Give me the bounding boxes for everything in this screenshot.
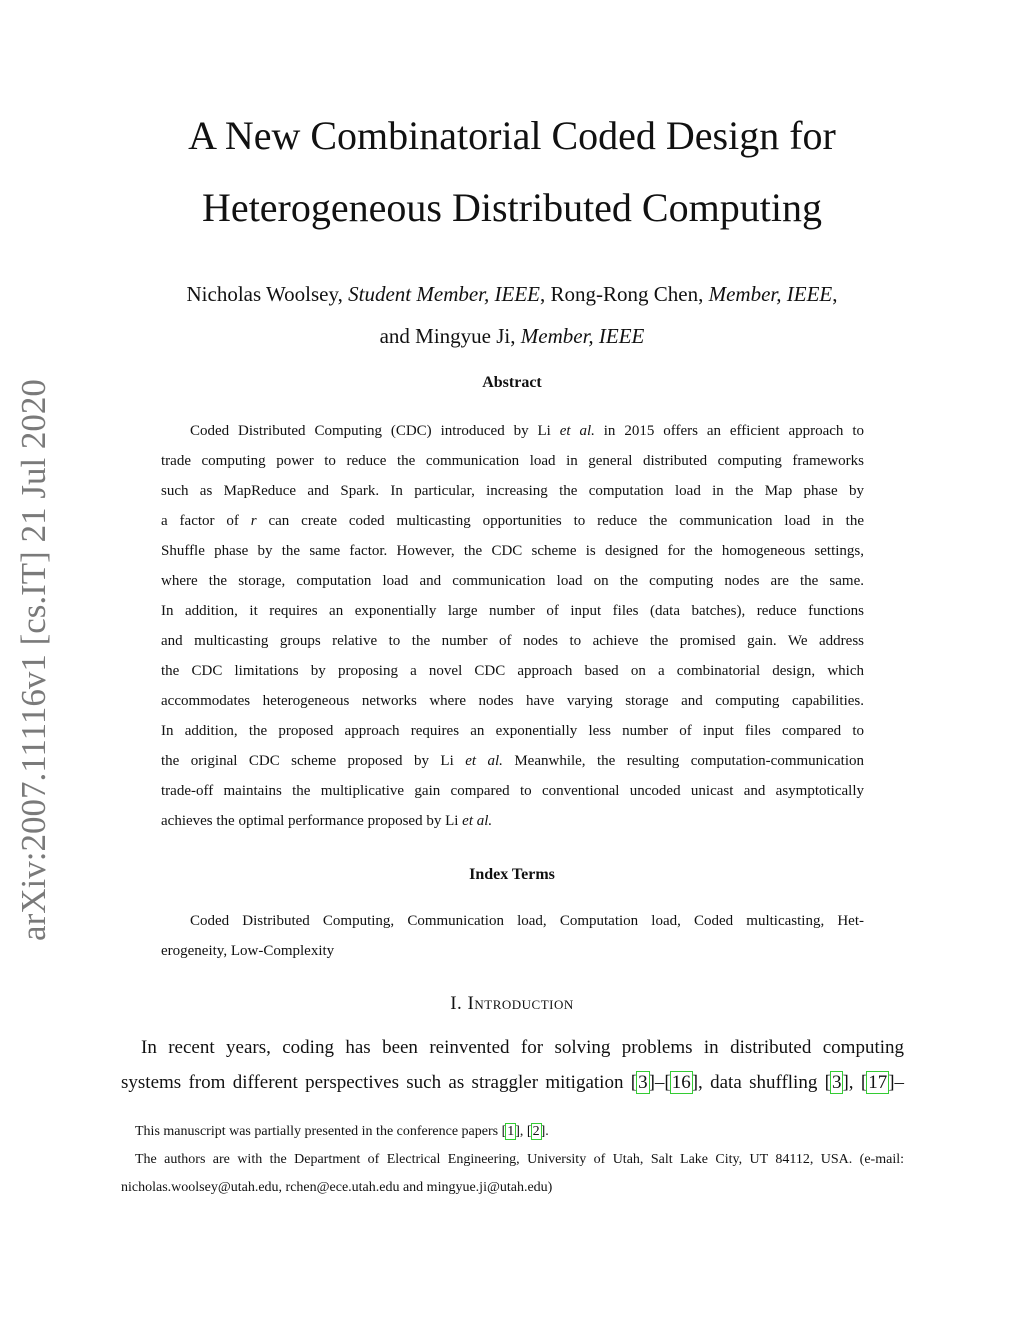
abstract-line: the CDC limitations by proposing a novel CDC approach based on a combinatorial design, which <box>161 663 864 679</box>
authors-line-2 <box>0 315 1024 357</box>
intro-line: In recent years, coding has been reinvented for solving problems in distributed computing <box>141 1037 904 1058</box>
footnote-line: The authors are with the Department of Electrical Engineering, University of Utah, Salt Lake City, UT 84112, USA. (e-mail: <box>135 1152 904 1167</box>
authors-line-1: Nicholas Woolsey, Student Member, IEEE, Rong-Rong Chen, Member, IEEE, <box>186 282 838 306</box>
author-name-2: , Rong-Rong Chen, <box>540 282 704 306</box>
index-terms-heading: Index Terms <box>469 866 555 883</box>
citation-link[interactable]: 16 <box>671 1072 691 1093</box>
math-variable-r: r <box>250 513 257 529</box>
abstract-line: a factor of r can create coded multicasting opportunities to reduce the communication load in the <box>161 513 864 529</box>
title-line-2: Heterogeneous Distributed Computing <box>202 185 822 230</box>
arxiv-identifier: arXiv:2007.11116v1 [cs.IT] 21 Jul 2020 <box>14 379 53 941</box>
author-name-3: and Mingyue Ji, <box>379 324 516 348</box>
section-number: I. <box>450 993 463 1014</box>
section-heading <box>0 993 1024 1015</box>
abstract-line: the original CDC scheme proposed by Li et al. Meanwhile, the resulting computation-communication <box>161 753 864 769</box>
author-name-1: Nicholas Woolsey, <box>186 282 343 306</box>
paper-title <box>0 100 1024 244</box>
author-role-3: Member, IEEE <box>520 324 645 348</box>
abstract-line: Coded Distributed Computing (CDC) introduced by Li et al. in 2015 offers an efficient approach to <box>190 423 864 439</box>
abstract-line: trade-off maintains the multiplicative gain compared to conventional uncoded unicast and asymptotically <box>161 783 864 799</box>
index-terms-line: Coded Distributed Computing, Communication load, Computation load, Coded multicasting, Het- <box>190 913 864 929</box>
intro-line: systems from different perspectives such as straggler mitigation [3]–[16], data shuffling [3], [17]– <box>121 1072 905 1093</box>
abstract-heading: Abstract <box>482 374 542 391</box>
author-list <box>0 273 1024 357</box>
citation-link[interactable]: 1 <box>507 1124 515 1139</box>
abstract-line: achieves the optimal performance proposed by Li et al. <box>161 813 493 829</box>
abstract-line: where the storage, computation load and communication load on the computing nodes are the same. <box>161 573 864 589</box>
abstract-line: Shuffle phase by the same factor. However, the CDC scheme is designed for the homogeneous settings, <box>161 543 864 559</box>
section-title: Introduction <box>467 993 574 1014</box>
citation-link[interactable]: 17 <box>868 1072 888 1093</box>
citation-link[interactable]: 3 <box>831 1072 842 1093</box>
footnote-line: nicholas.woolsey@utah.edu, rchen@ece.utah.edu and mingyue.ji@utah.edu) <box>121 1180 553 1195</box>
abstract-line: accommodates heterogeneous networks where nodes have varying storage and computing capabilities. <box>161 693 864 709</box>
footnote-line: This manuscript was partially presented in the conference papers [1], [2]. <box>135 1124 549 1139</box>
abstract-body <box>161 416 864 836</box>
footnotes <box>121 1118 904 1202</box>
abstract-line: In addition, it requires an exponentially large number of input files (data batches), reduce functions <box>161 603 864 619</box>
abstract-line: and multicasting groups relative to the number of nodes to achieve the promised gain. We address <box>161 633 864 649</box>
arxiv-side-stamp <box>4 380 64 940</box>
citation-link[interactable]: 3 <box>638 1072 648 1093</box>
abstract-line: such as MapReduce and Spark. In particular, increasing the computation load in the Map phase by <box>161 483 864 499</box>
index-terms-line: erogeneity, Low-Complexity <box>161 943 335 959</box>
title-line-1: A New Combinatorial Coded Design for <box>188 113 836 158</box>
index-terms-body <box>161 906 864 966</box>
citation-link[interactable]: 2 <box>532 1124 540 1139</box>
abstract-line: trade computing power to reduce the communication load in general distributed computing frameworks <box>161 453 864 469</box>
introduction-body <box>121 1030 904 1100</box>
author-role-1: Student Member, IEEE <box>348 282 541 306</box>
author-role-2: Member, IEEE <box>708 282 833 306</box>
abstract-line: In addition, the proposed approach requires an exponentially less number of input files compared to <box>161 723 864 739</box>
